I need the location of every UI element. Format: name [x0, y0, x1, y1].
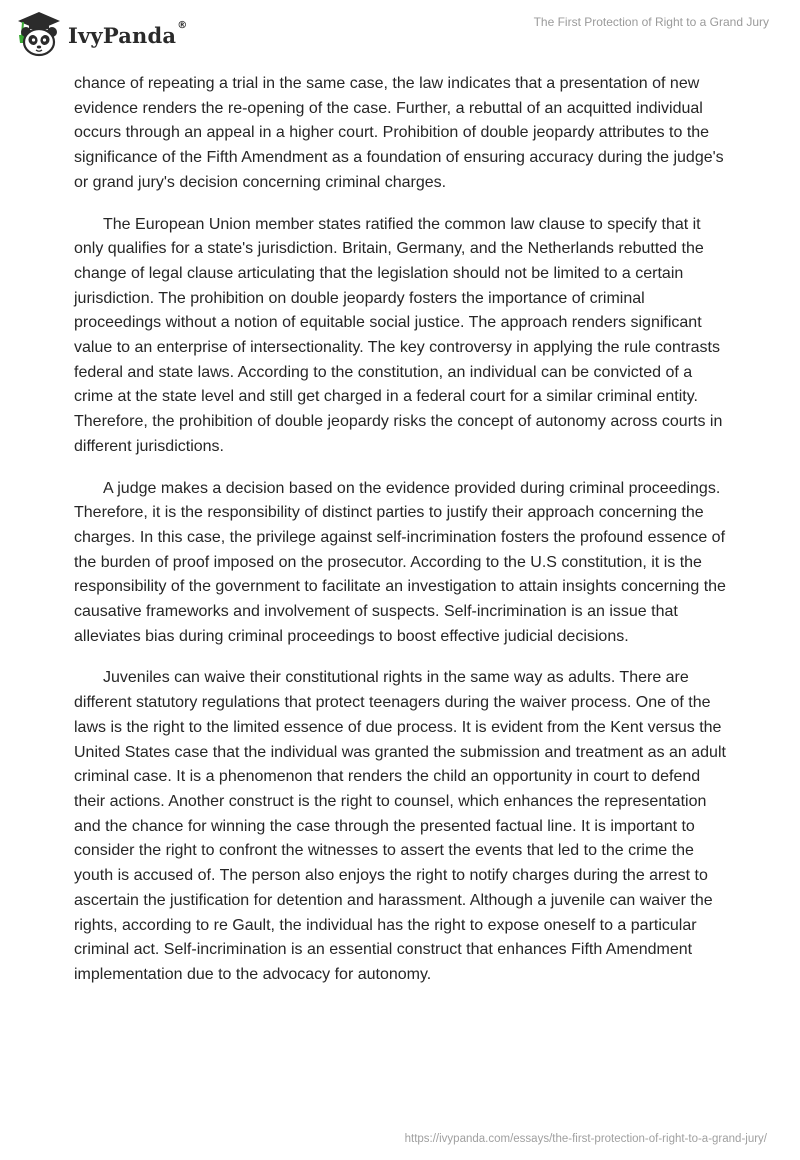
registered-mark: ®	[177, 19, 188, 31]
paragraph-1: chance of repeating a trial in the same case, the law indicates that a presentation of new evidence renders the re-opening of the case. Further, a rebuttal of an acquitted individual occurs through an appeal in a higher court. Prohibition of double jeopardy attributes to the significance of the Fifth Amendment as a foundation of ensuring accuracy during the judge's or grand jury's decision concerning criminal charges.	[74, 75, 724, 191]
brand-logo[interactable]	[14, 9, 187, 59]
source-url[interactable]: https://ivypanda.com/essays/the-first-protection-of-right-to-a-grand-jury/	[404, 1133, 767, 1145]
essay-body	[74, 72, 734, 1005]
document-title: The First Protection of Right to a Grand Jury	[533, 15, 769, 29]
paragraph-3: A judge makes a decision based on the evidence provided during criminal proceedings. Therefore, it is the responsibility of distinct parties to justify their approach concerning the charges. In this case, the privilege against self-incrimination fosters the profound essence of the burden of proof imposed on the prosecutor. According to the U.S constitution, it is the responsibility of the government to facilitate an investigation to attain insights concerning the causative frameworks and involvement of suspects. Self-incrimination is an issue that alleviates bias during criminal proceedings to boost effective judicial decisions.	[74, 479, 726, 645]
paragraph-2: The European Union member states ratified the common law clause to specify that it only qualifies for a state's jurisdiction. Britain, Germany, and the Netherlands rebutted the change of legal clause articulating that the legislation should not be limited to a certain jurisdiction. The prohibition on double jeopardy fosters the importance of criminal proceedings without a notion of equitable social justice. The approach renders significant value to an enterprise of intersectionality. The key controversy in applying the rule contrasts federal and state laws. According to the constitution, an individual can be convicted of a crime at the state level and still get charged in a federal court for a similar criminal entity. Therefore, the prohibition of double jeopardy risks the concept of autonomy across courts in different jurisdictions.	[74, 215, 723, 455]
page-header	[0, 0, 800, 70]
paragraph-4: Juveniles can waive their constitutional rights in the same way as adults. There are different statutory regulations that protect teenagers during the waiver process. One of the laws is the right to the limited essence of due process. It is evident from the Kent versus the United States case that the individual was granted the submission and treatment as an adult criminal case. It is a phenomenon that renders the child an opportunity in court to defend their actions. Another construct is the right to counsel, which enhances the representation and the chance for winning the case through the presented factual line. It is important to consider the right to confront the witnesses to assert the events that led to the crime the youth is accused of. The person also enjoys the right to notify charges during the arrest to ascertain the justification for detention and harassment. Although a juvenile can waiver the rights, according to re Gault, the individual has the right to expose oneself to a particular criminal act. Self-incrimination is an essential construct that enhances Fifth Amendment implementation due to the advocacy for autonomy.	[74, 669, 726, 983]
brand-name: IvyPanda®	[68, 19, 188, 48]
panda-graduate-icon	[14, 9, 64, 59]
